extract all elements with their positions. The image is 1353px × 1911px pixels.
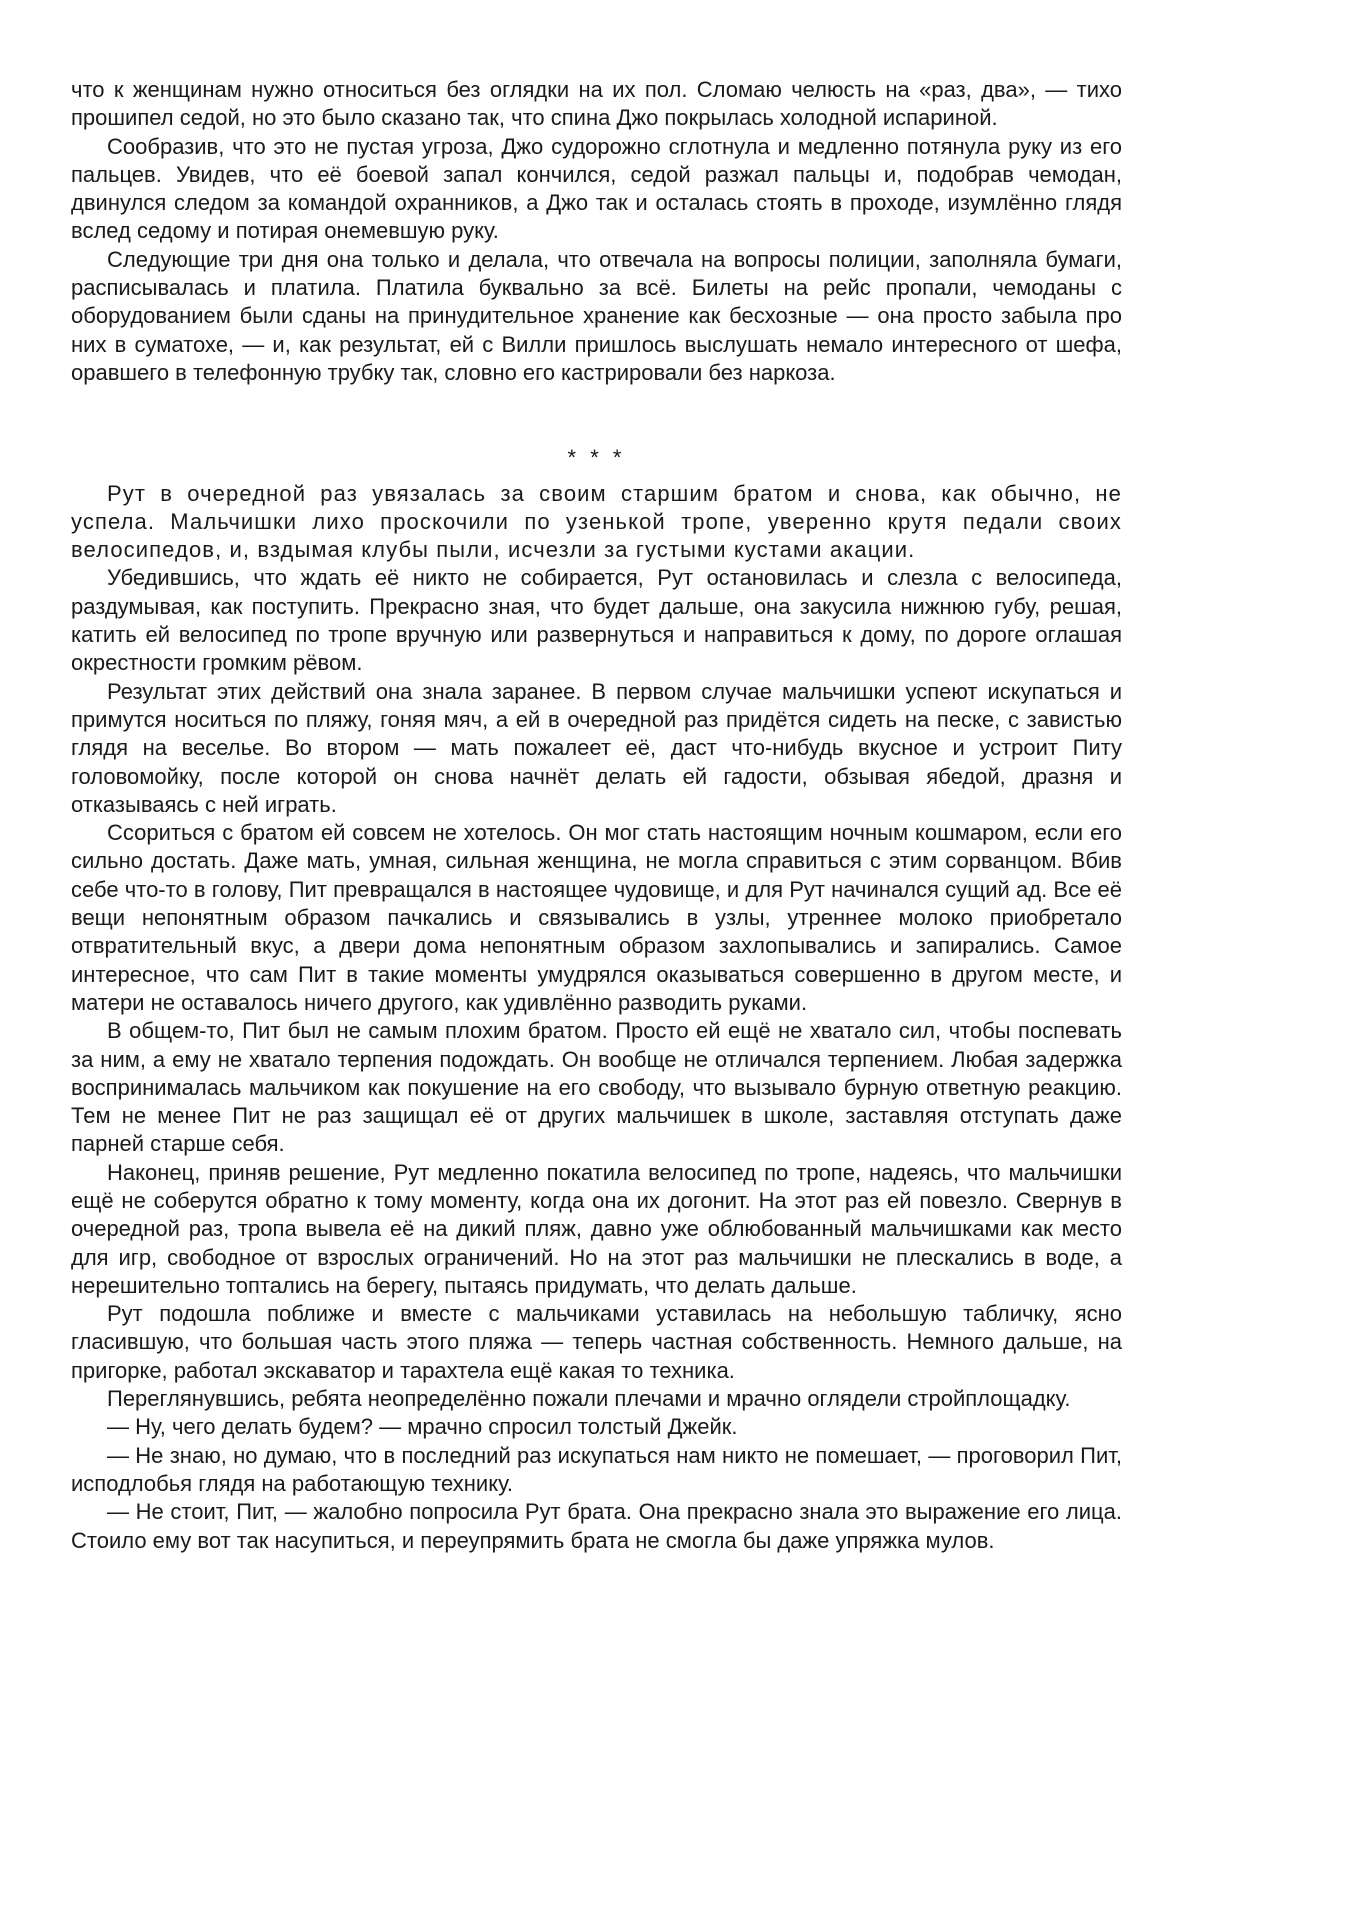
- dialogue-line: — Не знаю, но думаю, что в последний раз искупаться нам никто не помешает, — проговорил Пит, исподлобья глядя на работающую технику.: [71, 1442, 1122, 1496]
- paragraph: В общем-то, Пит был не самым плохим братом. Просто ей ещё не хватало сил, чтобы поспевать за ним, а ему не хватало терпения подождать. Он вообще не отличался терпением. Любая задержка воспринималась мальчиком как покушение на его свободу, что вызывало бурную ответную реакцию. Тем не менее Пит не раз защищал её от других мальчишек в школе, заставляя отступать даже парней старше себя.: [71, 1018, 1122, 1157]
- paragraph: что к женщинам нужно относиться без оглядки на их пол. Сломаю челюсть на «раз, два», — тихо прошипел седой, но это было сказано так, что спина Джо покрылась холодной испариной.: [71, 77, 1122, 131]
- paragraph: Следующие три дня она только и делала, что отвечала на вопросы полиции, заполняла бумаги, расписывалась и платила. Платила буквально за всё. Билеты на рейс пропали, чемоданы с оборудованием были сданы на принудительное хранение как бесхозные — она просто забыла про них в суматохе, — и, как результат, ей с Вилли пришлось выслушать немало интересного от шефа, оравшего в телефонную трубку так, словно его кастрировали без наркоза.: [71, 246, 1122, 385]
- paragraph: Наконец, приняв решение, Рут медленно покатила велосипед по тропе, надеясь, что мальчишки ещё не соберутся обратно к тому моменту, когда она их догонит. На этот раз ей повезло. Свернув в очередной раз, тропа вывела её на дикий пляж, давно уже облюбованный мальчишками как место для игр, свободное от взрослых ограничений. Но на этот раз мальчишки не плескались в воде, а нерешительно топтались на берегу, пытаясь придумать, что делать дальше.: [71, 1159, 1122, 1298]
- dialogue-line: — Не стоит, Пит, — жалобно попросила Рут брата. Она прекрасно знала это выражение его лица. Стоило ему вот так насупиться, и переупрямить брата не смогла бы даже упряжка мулов.: [71, 1499, 1122, 1553]
- paragraph: Убедившись, что ждать её никто не собирается, Рут остановилась и слезла с велосипеда, раздумывая, как поступить. Прекрасно зная, что будет дальше, она закусила нижнюю губу, решая, катить ей велосипед по тропе вручную или развернуться и направиться к дому, по дороге оглашая окрестности громким рёвом.: [71, 565, 1122, 676]
- paragraph: Результат этих действий она знала заранее. В первом случае мальчишки успеют искупаться и примутся носиться по пляжу, гоняя мяч, а ей в очередной раз придётся сидеть на песке, с завистью глядя на веселье. Во втором — мать пожалеет её, даст что-нибудь вкусное и устроит Питу головомойку, после которой он снова начнёт делать ей гадости, обзывая ябедой, дразня и отказываясь с ней играть.: [71, 678, 1122, 817]
- dialogue-line: — Ну, чего делать будем? — мрачно спросил толстый Джейк.: [107, 1414, 738, 1440]
- paragraph: Ссориться с братом ей совсем не хотелось. Он мог стать настоящим ночным кошмаром, если его сильно достать. Даже мать, умная, сильная женщина, не могла справиться с этим сорванцом. Вбив себе что-то в голову, Пит превращался в настоящее чудовище, и для Рут начинался сущий ад. Все её вещи непонятным образом пачкались и связывались в узлы, утреннее молоко приобретало отвратительный вкус, а двери дома непонятным образом захлопывались и запирались. Самое интересное, что сам Пит в такие моменты умудрялся оказываться совершенно в другом месте, и матери не оставалось ничего другого, как удивлённо разводить руками.: [71, 820, 1122, 1015]
- paragraph: Сообразив, что это не пустая угроза, Джо судорожно сглотнула и медленно потянула руку из его пальцев. Увидев, что её боевой запал кончился, седой разжал пальцы и, подобрав чемодан, двинулся следом за командой охранников, а Джо так и осталась стоять в проходе, изумлённо глядя вслед седому и потирая онемевшую руку.: [71, 133, 1122, 244]
- paragraph: Переглянувшись, ребята неопределённо пожали плечами и мрачно оглядели стройплощадку.: [107, 1386, 1071, 1412]
- document-page: [71, 76, 1122, 1555]
- paragraph: Рут в очередной раз увязалась за своим старшим братом и снова, как обычно, не успела. Мальчишки лихо проскочили по узенькой тропе, уверенно крутя педали своих велосипедов, и, вздымая клубы пыли, исчезли за густыми кустами акации.: [71, 480, 1122, 563]
- paragraph: Рут подошла поближе и вместе с мальчиками уставилась на небольшую табличку, ясно гласившую, что большая часть этого пляжа — теперь частная собственность. Немного дальше, на пригорке, работал экскаватор и тарахтела ещё какая то техника.: [71, 1301, 1122, 1383]
- section-separator: * * *: [567, 445, 626, 471]
